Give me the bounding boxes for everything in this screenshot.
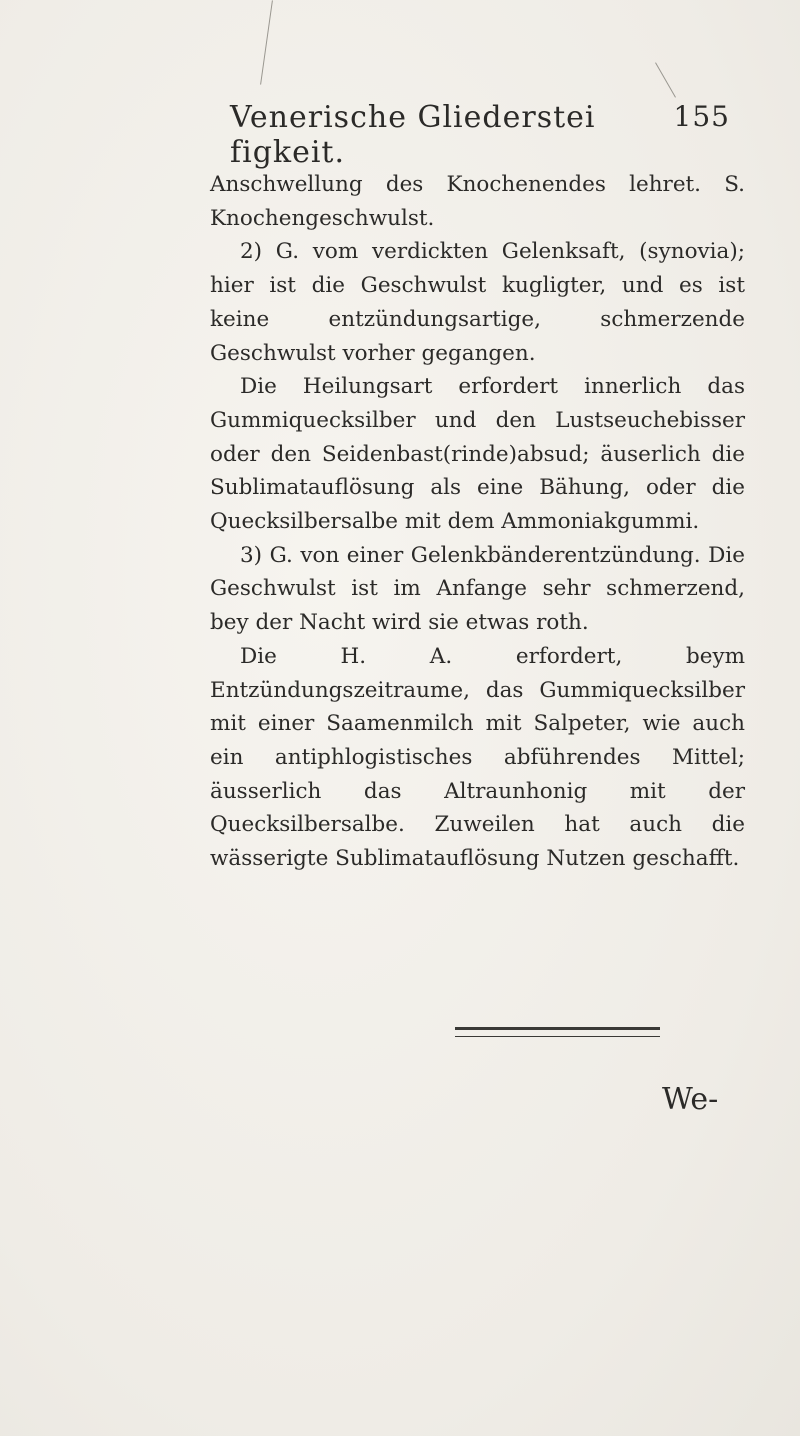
page-number: 155 xyxy=(673,100,730,133)
running-title: Venerische Gliederstei​figkeit. xyxy=(230,100,596,170)
page-body xyxy=(210,168,745,876)
paragraph-5: Die H. A. erfordert, beym Entzündungszeitraume, das Gummiquecksilber mit einer Saamenmilch mit Salpeter, wie auch ein antiphlogistisches abführendes Mittel; äusserlich das Altraunhonig mit der Quecksilbersalbe. Zuweilen hat auch die wässerigte Sublimatauflösung Nutzen geschafft. xyxy=(210,643,745,872)
paragraph-1: Anschwellung des Knochenendes lehret. S. Knochengeschwulst. xyxy=(210,172,745,231)
running-header xyxy=(230,100,730,170)
paragraph-3: Die Heilungsart erfordert innerlich das Gummiquecksilber und den Lustseuchebisser oder den Seidenbast(rinde)absud; äuserlich die Sublimatauflösung als eine Bähung, oder die Quecksilbersalbe mit dem Ammoniakgummi. xyxy=(210,374,745,535)
section-rule xyxy=(455,1027,660,1037)
scan-edge-mark xyxy=(260,0,273,84)
scan-edge-mark xyxy=(655,62,676,97)
paragraph-2: 2) G. vom verdickten Gelenksaft, (synovia); hier ist die Geschwulst kugligter, und es ist keine entzündungsartige, schmerzende Geschwulst vorher gegangen. xyxy=(210,239,745,366)
paragraph-4: 3) G. von einer Gelenkbänderentzündung. Die Geschwulst ist im Anfange sehr schmerzend, bey der Nacht wird sie etwas roth. xyxy=(210,542,745,636)
catchword: We- xyxy=(662,1082,719,1117)
